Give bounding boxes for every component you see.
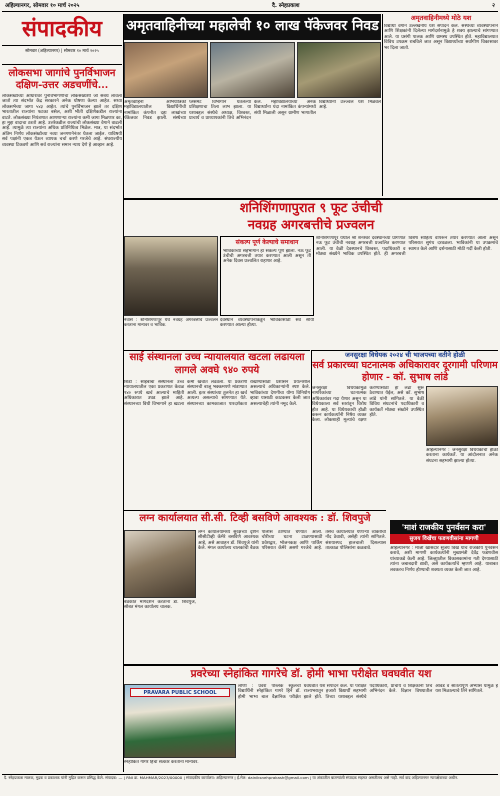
jan-superhead: जनसुरक्षा विधेयक २०२४ ची भाजपच्या वतीने होळी	[312, 350, 498, 360]
lagna-article-text: लग्न कार्यालयांमध्ये सुरक्षेच्या दृष्टीने सीसीटीव्ही कॅमेरे बसविणे आवश्यक आहे, असे आवाहन डॉ. शिवपुजे यांनी केले. मंगल कार्यालय चालकांची बैठक पोलीस ठाण्यात घेण्यात आली. चोरीच्या घटना टाळण्यासाठी प्रवेशद्वार, भोजनकक्ष आणि पार्किंग परिसरात कॅमेरे असणे गरजेचे आहे. तसेच कार्यालयात येणाऱ्या व्यक्तींची नोंद ठेवावी, असेही त्यांनी सांगितले. संशयास्पद हालचाली दिसल्यास तात्काळ पोलिसांना कळवावे.	[198, 530, 386, 552]
pravara-article-body	[238, 684, 498, 770]
lagna-article-body	[198, 530, 386, 662]
lead-article-body	[124, 100, 381, 195]
side-article	[384, 14, 498, 196]
page-header-bar	[2, 2, 498, 12]
mashi-subheadline: सुजय विखेंचा फडणवीसांना मागणी	[390, 534, 498, 544]
masthead-subline: सोमवार (अहिल्यानगर) | सोमवार १० मार्च २०२५	[2, 45, 122, 53]
shani-article-text: शनिशिंगणापूर येथील श्री शनैश्वर देवस्थानच्या प्रांगणात नऊ फूट उंचीची नवग्रह अगरबत्ती प्रज्वलित करण्यात आली. या वेळी देवस्थानचे विश्वस्त, पदाधिकारी व मोठ्या संख्येने भाविक उपस्थित होते. ही अगरबत्ती विशेष साहित्य वापरून तयार करण्यात आली असून परिसरात सुगंध दरवळला. भाविकांनी या उपक्रमाचे स्वागत केले आणि दर्शनासाठी मोठी गर्दी केली होती.	[316, 236, 498, 258]
boxed-story-body: भाविकांच्या सहभागाने हा संकल्प पूर्ण झाला. नऊ फूट उंचीची अगरबत्ती तयार करण्यात आली असून ती अनेक दिवस प्रज्वलित राहणार आहे.	[223, 248, 311, 265]
column-divider	[382, 14, 383, 196]
pravara-headline: प्रवरेच्या स्नेहांकित गागरेचे डॉ. होमी भाभा परीक्षेत घवघवीत यश	[124, 664, 498, 682]
jan-article-body	[312, 386, 424, 520]
editorial-column	[2, 66, 122, 772]
shani-photo	[124, 236, 218, 316]
page-number: २	[492, 3, 495, 10]
shani-headline-line2: नवग्रह अगरबत्तीचे प्रज्वलन	[247, 218, 375, 233]
news-photo	[297, 42, 381, 98]
lagna-photo-caption: बैठकीत मार्गदर्शन करताना डॉ. शिवपुजे, सोबत मंगल कार्यालय चालक.	[124, 600, 196, 611]
side-article-body: विद्यार्थी वर्गाने उल्लेखनीय यश संपादन केले. संस्थेच्या व्यवस्थापनाने आणि शिक्षकांनी दिलेल्या मार्गदर्शनामुळे हे शक्य झाल्याचे सांगण्यात आले. या प्रसंगी पालक आणि ग्रामस्थ उपस्थित होते. महाविद्यालयात विविध उपक्रम राबविले जात असून विद्यार्थ्यांच्या सर्वांगीण विकासावर भर दिला जातो.	[384, 24, 498, 51]
editorial-masthead	[2, 13, 122, 65]
pravara-article-text: लोणी : प्रवरा पब्लिक स्कूलची विद्यार्थिनी स्नेहांकित गागरे हिने डॉ. होमी भाभा बाल वैज्ञानिक परीक्षेत घवघवीत यश संपादन केले. या परीक्षेत राज्यभरातून हजारो विद्यार्थी सहभागी झाले होते. तिच्या यशाबद्दल संस्थेचे पदाधिकारी, प्राचार्य व शिक्षकांनी तिचे अभिनंदन केले. विज्ञान विषयातील आवड व सातत्यपूर्ण अभ्यास यामुळे हे यश मिळाल्याचे तिने सांगितले.	[238, 684, 498, 700]
jan-headline: सर्व प्रकारच्या घटनात्मक अधिकारावर दूरगामी परिणाम होणार - कॉ. सुभाष लांडे	[312, 360, 498, 383]
editorial-headline: लोकसभा जागांचे पुनर्विभाजन दक्षिण-उत्तर अडचणींचे...	[8, 68, 116, 91]
lead-photos	[124, 42, 381, 98]
sai-headline: साई संस्थानला उच्च न्यायालयात खटला लढायला लागले अवघे ९४० रुपये	[124, 350, 310, 378]
shani-headline-line1: शनिशिंगणापुरात ९ फूट उंचीची	[239, 201, 383, 216]
jan-photo-caption: अहिल्यानगर : जनसुरक्षा विधेयकाची होळी करताना कार्यकर्ते. या आंदोलनात अनेक संघटना सहभागी झाल्या होत्या.	[426, 448, 498, 464]
imprint-footer: दै. स्नेहप्रकाश मालक, मुद्रक व प्रकाशक यांनी मुद्रित करून प्रसिद्ध केले. संपादक: — | RNI क्र. MAHMAR/2023/00000 | संपादकीय कार्यालय: अहिल्यानगर | ई-मेल: dainiksnehprakash@gmail.com | या अंकातील बातम्यांशी संपादक सहमत असतीलच असे नाही. सर्व वाद अहिल्यानगर न्यायक्षेत्राच्या अधीन.	[2, 774, 498, 794]
shani-article-text-extra: देवस्थान व्यवस्थापनाकडून भाविकांसाठी सर्व सोयी करण्यात आल्या होत्या.	[220, 318, 314, 329]
jan-photo	[426, 386, 498, 446]
mashi-article-body: अहिल्यानगर : माजी खासदार सुजय विखे यांचे राजकीय पुनर्वसन करावे, अशी मागणी कार्यकर्त्यांनी मुख्यमंत्री देवेंद्र फडणवीस यांच्याकडे केली आहे. जिल्ह्यातील विकासकामांना गती देण्यासाठी त्यांना जबाबदारी द्यावी, असे कार्यकर्त्यांचे म्हणणे आहे. याबाबत लवकरच निर्णय होण्याची शक्यता व्यक्त केली जात आहे.	[390, 546, 498, 573]
jan-article-text: जनसुरक्षा विधेयकामुळे नागरिकांच्या घटनात्मक अधिकारांवर गदा येणार असून या विधेयकाला सर्व स्तरांतून विरोध होत आहे. या विधेयकाची होळी करून कार्यकर्त्यांनी निषेध व्यक्त केला. लोकशाही मूल्यांचे रक्षण करण्यासाठी हा लढा सुरू ठेवण्यात येईल, असे कॉ. सुभाष लांडे यांनी सांगितले. या वेळी विविध संघटनांचे पदाधिकारी व कार्यकर्ते मोठ्या संख्येने उपस्थित होते.	[312, 386, 424, 424]
shani-boxed-story	[220, 236, 314, 316]
sai-article-body	[124, 380, 310, 508]
lagna-photo	[124, 530, 196, 598]
shani-article-body	[316, 236, 498, 346]
newspaper-name: दै. स्नेहप्रकाश	[271, 3, 300, 10]
lead-headline: अमृतवाहिनीच्या महालेची १० लाख पॅकेजवर निवड	[124, 14, 381, 40]
lead-article-text: अमृतवाहिनी अभियांत्रिकी महाविद्यालयातील विद्यार्थिनीची नामांकित कंपनीत दहा लाखांच्या पॅकेजवर निवड झाली. संस्थेच्या प्लेसमेंट विभागाने घेतलेल्या प्रशिक्षणाचा तिला लाभ झाला. या यशाबद्दल संस्थेचे अध्यक्ष, विश्वस्त, प्राचार्य व प्राध्यापकांनी तिचे अभिनंदन केले. महाविद्यालयाच्या अनेक विद्यार्थ्यांना यंदा नामांकित कंपन्यांमध्ये संधी मिळाली असून ग्रामीण भागातील विद्यार्थ्यांनी उज्ज्वल यश मिळवले आहे.	[124, 100, 381, 122]
edition-date: अहिल्यानगर, सोमवार १० मार्च २०२५	[5, 3, 80, 10]
sai-article-text: शिर्डी : साईबाबा संस्थानला उच्च न्यायालयातील एका प्रकरणात केवळ ९४० रुपये खर्च आल्याचे माहिती अधिकारात उघड झाले आहे. संस्थानच्या विधी विभागाने हा खटला कमी खर्चात लढवला. या प्रकरणी संस्थानची बाजू भक्कमपणे मांडण्यात आली. इतर संस्थांच्या तुलनेत हा खर्च अत्यल्प असल्याचे सांगण्यात येते. संस्थानच्या कामकाजात पारदर्शकता राखण्यासाठी प्रशासन प्रयत्नशील असल्याचे अधिकाऱ्यांनी स्पष्ट केले. भाविकांच्या देणगीचा योग्य विनियोग व्हावा यासाठी काटकसर केली जात असल्याचेही त्यांनी नमूद केले.	[124, 380, 310, 407]
masthead-title: संपादकीय	[21, 16, 103, 42]
mashi-headline: 'माशं राजकीय पुनर्वसन करा'	[390, 520, 498, 534]
news-photo	[210, 42, 294, 98]
shani-photo-caption: नेवासे : शनिशिंगणापूर येथे नवग्रह अगरबत्तीचे प्रज्वलन करताना मान्यवर व भाविक.	[124, 318, 218, 329]
lagna-headline: लग्न कार्यालयात सी.सी. टिव्ही बसविणे आवश्यक : डॉ. शिवपुजे	[124, 510, 386, 528]
pravara-photo-caption: स्नेहांकित गागरे हिचा सत्कार करताना मान्यवर.	[124, 760, 199, 765]
editorial-body: लोकसंख्येच्या आधारावर पुनर्विभागणीचा लोकसंख्येशी जो संबंध लावला जातो त्या संदर्भात केंद्र सरकारने अनेक घोषणा केल्या आहेत. सध्या लोकसभेच्या जागा ५४३ आहेत. त्यांचे पुनर्विभाजन झाले तर दक्षिण भारतातील राज्यांना फटका बसेल, अशी भीती दक्षिणेकडील राज्यांना वाटते. लोकसंख्या नियंत्रणात आणणाऱ्या राज्यांना कमी जागा मिळणार का, हा मुद्दा वादाचा ठरतो आहे. उत्तरेकडील राज्यांची लोकसंख्या वेगाने वाढली आहे. त्यामुळे त्या राज्यांना अधिक प्रतिनिधित्व मिळेल. मात्र, या संदर्भात अंतिम निर्णय लोकसंख्येच्या नव्या जनगणनेनंतर घेतला जाईल. याविषयी सर्व पक्षांनी एकत्र येऊन व्यापक चर्चा करणे गरजेचे आहे. संघराज्यीय व्यवस्था टिकवणे आणि सर्व राज्यांना समान न्याय देणे हे आव्हान आहे.	[2, 94, 122, 148]
news-photo	[124, 42, 208, 98]
boxed-story-title: संकल्प पूर्ण केल्याचे समाधान	[235, 239, 299, 246]
side-article-headline: अमृतवाहिनीमध्ये मोठे यश	[410, 14, 472, 22]
school-banner: PRAVARA PUBLIC SCHOOL	[130, 688, 230, 697]
shani-headline	[124, 198, 498, 234]
